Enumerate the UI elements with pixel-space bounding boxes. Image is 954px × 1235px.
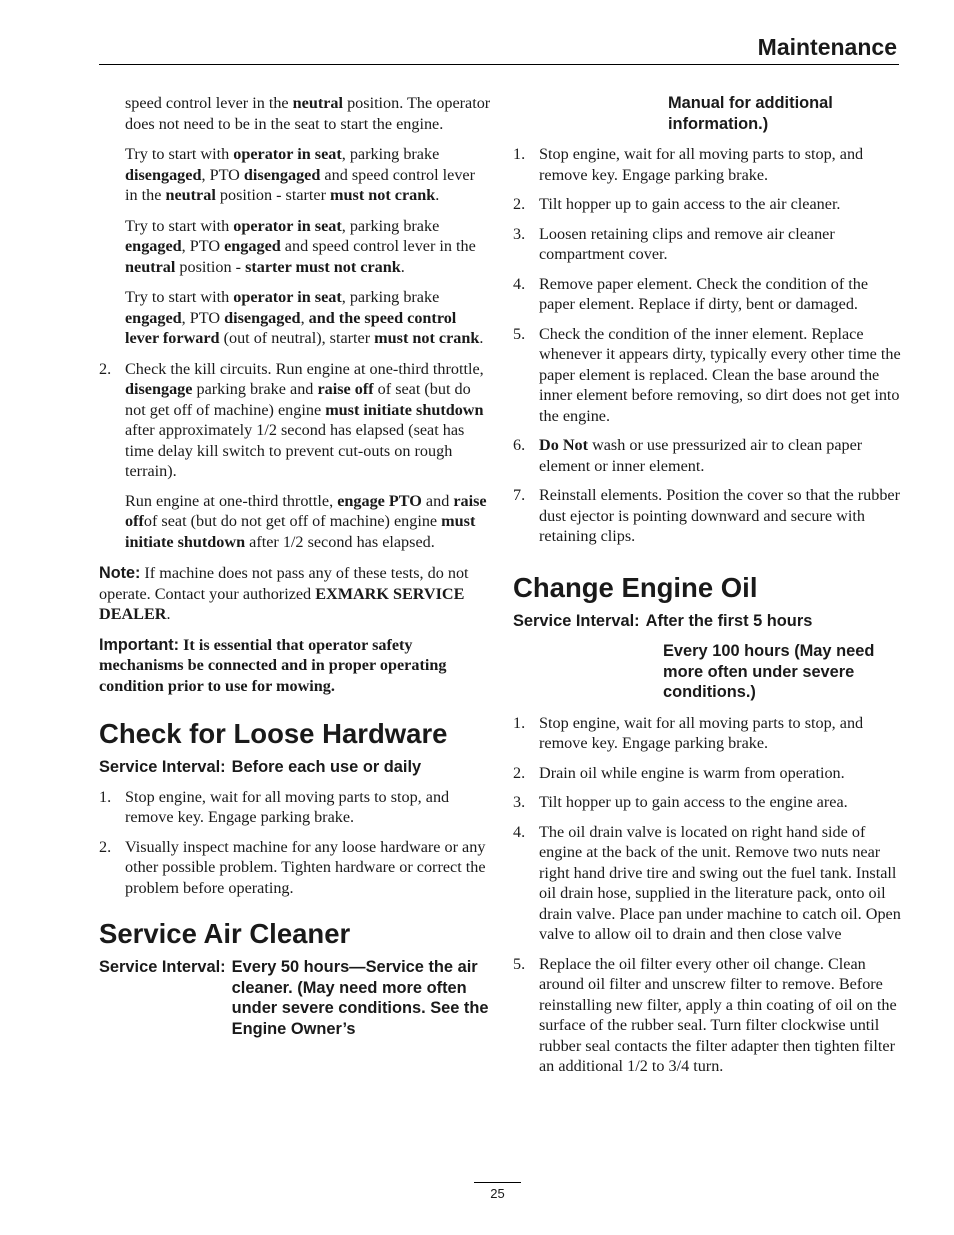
list-number: 7.: [513, 486, 526, 504]
list-number: 2.: [99, 359, 112, 378]
important-text: It is essential that operator safety mechanisms be connected and in proper operating condition prior to use for mowing.: [99, 635, 447, 695]
service-interval-value: Every 50 hours—Service the air cleaner. (May need more often under severe conditions. See the Engine Owner’s: [231, 958, 489, 1038]
service-interval-value-2: Every 100 hours (May need more often under severe conditions.): [663, 642, 875, 701]
list-item: [513, 792, 905, 813]
list-number: 1.: [513, 713, 526, 732]
bold-text: operator in seat: [233, 145, 342, 163]
list-text: Tilt hopper up to gain access to the air cleaner.: [539, 195, 841, 213]
bold-text: operator in seat: [233, 288, 342, 306]
bold-text: engaged: [224, 237, 281, 255]
bold-text: must initiate shutdown: [325, 400, 484, 419]
list-number: 4.: [513, 822, 526, 841]
list-number: 2.: [99, 837, 112, 856]
service-interval-oil: [513, 611, 905, 632]
paragraph-neutral-start: speed control lever in the neutral position. The operator does not need to be in the seat to start the engine.: [125, 94, 491, 133]
paragraph-test-pto-engaged: Try to start with operator in seat, parking brake engaged, PTO engaged and speed control lever in the neutral position - starter must not crank.: [125, 216, 476, 276]
list-item: [513, 194, 905, 215]
right-column: [513, 93, 905, 1086]
service-interval-value: After the first 5 hours: [645, 611, 813, 630]
engine-oil-steps: [513, 713, 905, 1077]
list-text: Replace the oil filter every other oil change. Clean around oil filter and unscrew filter to remove. Before reinstalling new filter, apply a thin coating of oil on the surface of the rubber seal. Turn filter clockwise until rubber seal contacts the filter adapter then tighten filter an additional 1/2 to 3/4 turn.: [539, 954, 897, 1075]
list-number: 5.: [513, 954, 526, 973]
list-item: [513, 713, 905, 754]
paragraph-test-pto-disengaged: Try to start with operator in seat, parking brake disengaged, PTO disengaged and speed control lever in the neutral position - starter must not crank.: [125, 145, 475, 204]
bold-text: raise off: [317, 380, 374, 398]
list-text: Check the kill circuits. Run engine at one-third throttle, disengage parking brake and raise off of seat (but do not get off of machine) engine must initiate shutdown after approximately 1/2 second has elapsed (seat has time delay kill switch to prevent cut-outs on rough terrain).: [125, 359, 484, 480]
bold-text: neutral: [165, 186, 216, 204]
list-number: 2.: [513, 763, 526, 782]
bold-text: must initiate shutdown: [125, 512, 476, 551]
page-number: 25: [490, 1186, 505, 1201]
service-interval-continuation: Manual for additional information.): [668, 94, 833, 133]
list-text: Check the condition of the inner element. Replace whenever it appears dirty, typically every other time the paper element is replaced. Clean the base around the inner element before removing, so dirt does not get into the engine.: [539, 324, 901, 425]
list-number: 1.: [99, 787, 112, 806]
list-text: Visually inspect machine for any loose hardware or any other possible problem. Tighten hardware or correct the problem before operating.: [125, 837, 486, 897]
service-interval-air-cleaner: [99, 957, 491, 1039]
list-number: 4.: [513, 274, 526, 293]
bold-text: operator in seat: [233, 216, 342, 235]
bold-text: must not crank: [374, 329, 480, 347]
list-number: 1.: [513, 145, 526, 163]
bold-text: disengaged: [125, 165, 202, 184]
bold-text: disengaged: [243, 165, 321, 184]
list-number: 5.: [513, 324, 526, 343]
footer-rule: [474, 1182, 521, 1183]
list-item: [99, 837, 491, 899]
left-column: [99, 93, 491, 1039]
list-item: [99, 787, 491, 828]
list-text: Stop engine, wait for all moving parts to stop, and remove key. Engage parking brake.: [539, 145, 864, 184]
list-text: Loosen retaining clips and remove air cleaner compartment cover.: [539, 224, 835, 263]
list-number: 3.: [513, 224, 526, 243]
important-paragraph: [99, 635, 491, 697]
list-number: 2.: [513, 195, 526, 213]
list-item: [513, 324, 905, 427]
bold-text: disengage: [125, 380, 193, 398]
bold-text: must not crank: [330, 186, 436, 204]
bold-text: neutral: [292, 94, 344, 112]
service-interval-label: Service Interval:: [513, 611, 640, 630]
list-text: Stop engine, wait for all moving parts to stop, and remove key. Engage parking brake.: [539, 713, 864, 752]
list-item: [513, 954, 905, 1077]
heading-change-engine-oil: Change Engine Oil: [513, 571, 758, 603]
bold-text: engage PTO: [337, 491, 422, 510]
note-paragraph: [99, 563, 491, 625]
service-interval-value: Before each use or daily: [231, 758, 422, 776]
heading-service-air-cleaner: Service Air Cleaner: [99, 918, 351, 949]
page-header-title: Maintenance: [757, 34, 897, 60]
list-number: 6.: [513, 436, 526, 454]
bold-text: disengaged: [224, 308, 301, 327]
service-interval-label: Service Interval:: [99, 958, 226, 976]
list-text: Tilt hopper up to gain access to the engine area.: [539, 793, 848, 811]
service-interval-loose-hardware: [99, 757, 491, 778]
paragraph-pto-shutdown: Run engine at one-third throttle, engage PTO and raise offof seat (but do not get off of machine) engine must initiate shutdown after 1/2 second has elapsed.: [125, 491, 487, 551]
list-item: [513, 485, 905, 547]
header-rule: [99, 64, 899, 65]
bold-text: engaged: [125, 308, 182, 327]
bold-text: and the speed control lever forward: [125, 308, 457, 347]
list-item: [513, 224, 905, 265]
list-text: Do Not wash or use pressurized air to clean paper element or inner element.: [539, 436, 863, 475]
list-item: [513, 435, 905, 476]
list-text: Stop engine, wait for all moving parts to stop, and remove key. Engage parking brake.: [125, 787, 450, 826]
list-item: [513, 274, 905, 315]
note-label: Note:: [99, 564, 141, 582]
list-item: [513, 144, 905, 185]
list-item: [513, 763, 905, 784]
note-text: If machine does not pass any of these tests, do not operate. Contact your authorized EXMARK SERVICE DEALER.: [99, 564, 469, 623]
air-cleaner-steps: [513, 144, 905, 547]
heading-check-loose-hardware: Check for Loose Hardware: [99, 718, 448, 749]
list-item-kill-circuits: [99, 359, 491, 482]
important-label: Important:: [99, 635, 180, 654]
paragraph-test-lever-forward: Try to start with operator in seat, parking brake engaged, PTO disengaged, and the speed control lever forward (out of neutral), starter must not crank.: [125, 288, 484, 347]
bold-text: engaged: [125, 237, 182, 255]
list-text: Drain oil while engine is warm from operation.: [539, 763, 845, 782]
bold-text: EXMARK SERVICE DEALER: [99, 584, 465, 623]
bold-text: neutral: [125, 257, 176, 276]
list-item: [513, 822, 905, 945]
loose-hardware-list: [99, 787, 491, 899]
list-text: Reinstall elements. Position the cover so that the rubber dust ejector is pointing downward and secure with retaining clips.: [539, 486, 900, 545]
list-text: Remove paper element. Check the condition of the paper element. Replace if dirty, bent or damaged.: [539, 274, 869, 313]
list-number: 3.: [513, 793, 526, 811]
bold-text: starter must not crank: [245, 257, 401, 276]
bold-text: Do Not: [539, 436, 589, 454]
service-interval-label: Service Interval:: [99, 758, 226, 776]
bold-text: raise off: [125, 491, 487, 530]
list-text: The oil drain valve is located on right hand side of engine at the back of the unit. Remove two nuts near right hand drive tire and swing out the fuel tank. Install oil drain hose, supplied in the literature pack, onto oil drain valve. Place pan under machine to catch oil. Open valve to allow oil to drain and then close valve: [539, 822, 901, 943]
